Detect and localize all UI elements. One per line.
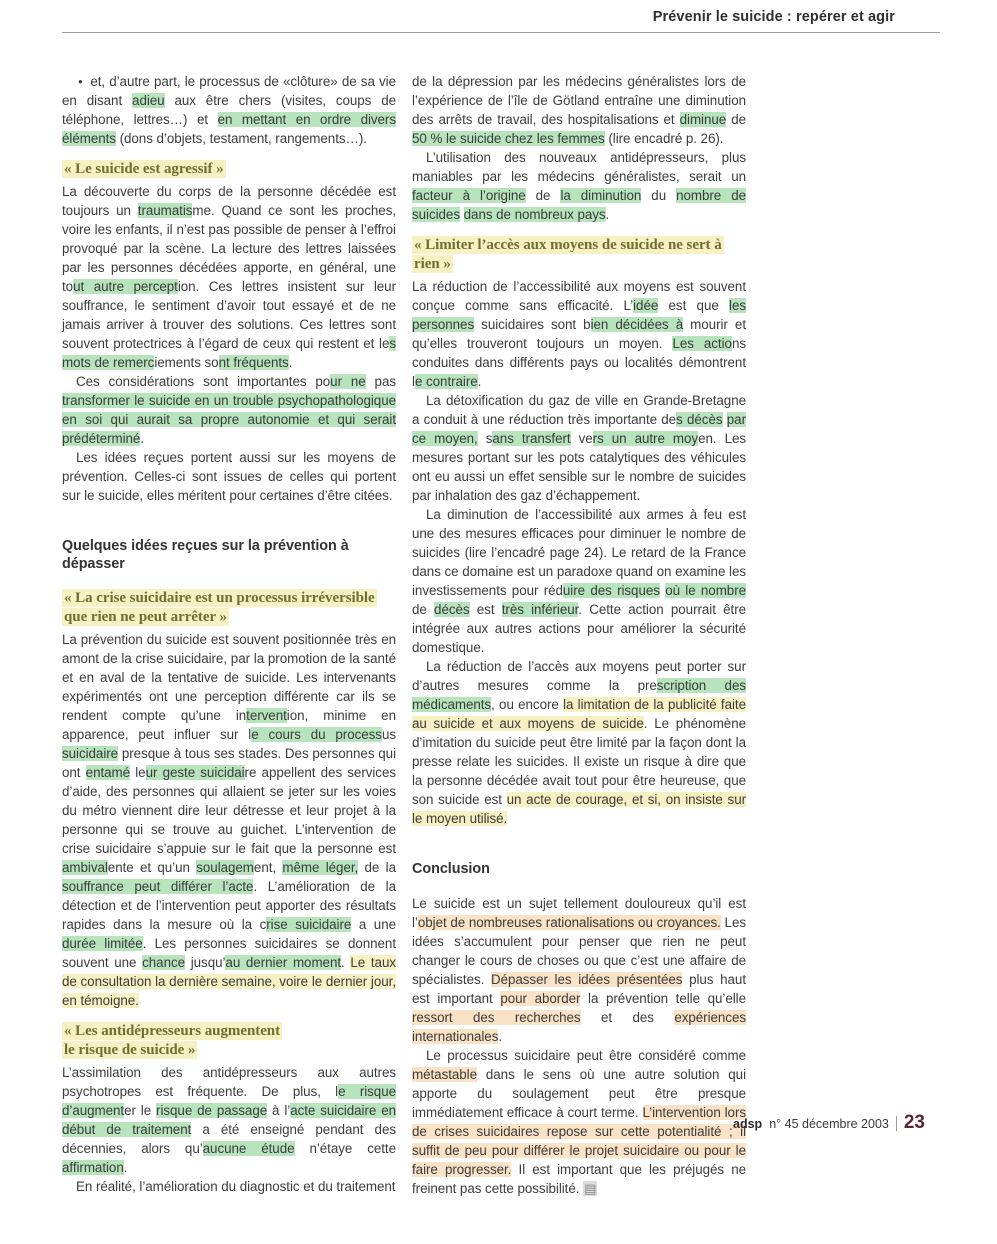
text-run: La découverte du corps de la personne décédée est toujours un [62, 184, 396, 218]
highlighted-text: e cours du process [251, 727, 382, 742]
highlighted-text: durée limitée [62, 936, 143, 951]
text-run: est [469, 602, 502, 617]
text-run: à l’ [267, 1103, 291, 1118]
highlighted-text: rs un autre moy [592, 431, 699, 446]
header-rule [62, 32, 940, 33]
left-column [62, 72, 396, 1196]
running-header: Prévenir le suicide : repérer et agir [652, 9, 895, 25]
text-run: . [288, 355, 293, 370]
text-run: en. Les mesures portant sur les pots catalytiques des véhicules ont eu aussi un effet sensible sur le nombre de suicides par inhalation des gaz d’échappement. [412, 431, 747, 503]
highlighted-text: facteur à l’origine [412, 188, 526, 203]
highlighted-text: le risque de suicide » [64, 1042, 196, 1058]
highlighted-text: les personnes [412, 298, 746, 332]
highlighted-text: ur geste suicidai [145, 765, 245, 780]
text-run: Les idées reçues portent aussi sur les moyens de prévention. Celles-ci sont issues de celles qui portent sur le suicide, elles méritent pour certaines d’être citées. [62, 450, 396, 503]
subheading [62, 589, 396, 627]
highlighted-text: Les actio [672, 336, 732, 351]
highlighted-text: ut autre percept [73, 279, 178, 294]
text-run: ns conduites dans différents pays ou localités démontrent l [412, 336, 746, 389]
text-run: de [726, 112, 746, 127]
text-run: Le processus suicidaire peut être considéré comme [426, 1048, 746, 1063]
highlighted-text: diminue [679, 112, 727, 127]
text-run: de [525, 188, 561, 203]
highlighted-text: acte suicidaire en début de traitement [62, 1103, 396, 1137]
highlighted-text: ambival [62, 860, 108, 875]
text-run: du [641, 188, 677, 203]
text-run: s [477, 431, 493, 446]
text-run: Il est important que les préjugés ne freinent pas cette possibilité. [412, 1162, 747, 1196]
text-run: plus haut est important [412, 972, 746, 1006]
bullet-paragraph [62, 72, 396, 148]
highlighted-text: ur ne [330, 374, 366, 389]
highlighted-text: ans transfert [492, 431, 571, 446]
text-run: et des [580, 1010, 675, 1025]
text-run: , ou encore [491, 697, 564, 712]
paragraph [412, 277, 746, 391]
text-run: La réduction de l’accessibilité aux moyens est souvent conçue comme sans efficacité. L’ [412, 279, 746, 313]
highlighted-text: « La crise suicidaire est un processus irréversible que rien ne peut arrêter » [64, 590, 375, 625]
highlighted-text: affirmation [62, 1160, 124, 1175]
highlighted-text: la diminution [560, 188, 642, 203]
highlighted-text: en mettant en ordre divers éléments [62, 112, 396, 146]
text-run: et, d’autre part, le processus de «clôture» de sa vie en disant [62, 74, 396, 108]
highlighted-text: dans de nombreux pays [463, 207, 606, 222]
highlighted-text: risque de passage [156, 1103, 268, 1118]
text-run: . Cette action pourrait être intégrée aux autres actions pour améliorer la sécurité domestique. [412, 602, 747, 655]
highlighted-text: aucune étude [202, 1141, 295, 1156]
paragraph [412, 391, 746, 505]
bullet-icon: ● [78, 77, 84, 86]
text-run: a une [351, 917, 396, 932]
text-run: mourir et qu’elles trouveront toujours un moyen. [412, 317, 746, 351]
highlighted-text: très inférieur [501, 602, 579, 617]
highlighted-text: pour aborder [500, 991, 581, 1006]
highlighted-text: un acte de courage, et si, on insiste sur le moyen utilisé. [412, 792, 746, 826]
highlighted-text: rise suicidaire [266, 917, 352, 932]
text-run: . [477, 374, 482, 389]
paragraph [412, 72, 746, 148]
text-run: En réalité, l’amélioration du diagnostic et du traitement [76, 1179, 396, 1194]
paragraph [412, 894, 746, 1046]
text-run: us [381, 727, 396, 742]
paragraph [412, 1046, 746, 1198]
highlighted-text: e contraire [414, 374, 478, 389]
text-run: la prévention telle qu’elle [580, 991, 746, 1006]
highlighted-text: transformer le suicide en un trouble psychopathologique en soi qui aurait sa propre autonomie et qui serait prédéterminé [62, 393, 396, 446]
highlighted-text: chance [142, 955, 186, 970]
text-run: La prévention du suicide est souvent positionnée très en amont de la crise suicidaire, par la promotion de la santé et en aval de la tentative de suicide. Les intervenants expérimentés ont une perception différente car ils se rendent compte qu’une in [62, 632, 396, 723]
highlighted-text: idée [633, 298, 659, 313]
text-run: (dons d’objets, testament, rangements…). [115, 131, 367, 146]
footer-separator [896, 1116, 897, 1131]
highlighted-text: même léger, [282, 860, 359, 875]
subheading [62, 1022, 396, 1060]
subheading [412, 236, 746, 274]
text-run: L’assimilation des antidépresseurs aux autres psychotropes est fréquente. De plus, l [62, 1065, 396, 1099]
right-column [412, 72, 746, 1198]
text-run: . [123, 1160, 128, 1175]
text-run: Le suicide est un sujet tellement douloureux qu’il est l’ [412, 896, 746, 930]
highlighted-text: suicidaire [62, 746, 119, 761]
section-heading [412, 860, 746, 878]
text-run: . [140, 431, 144, 446]
text-run: ente et qu’un [107, 860, 197, 875]
text-run: Les idées s’accumulent pour penser que rien ne peut changer le cours de choses ou que c’est une affaire de spécialistes. [412, 915, 746, 987]
text-run: me. Quand ce sont les proches, voire les enfants, il n’est pas possible de penser à l’effroi provoqué par la scène. La lecture des lettres laissées par les personnes décédées apporte, en général, une to [62, 203, 397, 294]
text-run: aux être chers (visites, coups de téléphone, lettres…) et [62, 93, 396, 127]
text-run: suicidaires sont b [474, 317, 591, 332]
paragraph [412, 657, 746, 828]
highlighted-text: souffrance peut différer l’acte [62, 879, 254, 894]
highlighted-text: traumatis [137, 203, 193, 218]
highlighted-text: métastable [412, 1067, 478, 1082]
highlighted-text: entamé [85, 765, 131, 780]
journal-name: adsp [733, 1117, 763, 1131]
page-footer [733, 1112, 925, 1134]
paragraph [62, 372, 396, 448]
paragraph [412, 505, 746, 657]
text-run: est que [658, 298, 730, 313]
highlighted-text: par ce moyen, [412, 412, 746, 446]
text-run: . Le phénomène d’imitation du suicide peut être limité par la façon dont la presse relate les suicides. Il existe un risque à dire que la personne décédée avait tout pour être heureuse, que son suicide est [412, 716, 747, 807]
text-run: . [605, 207, 610, 222]
highlighted-text: L’intervention lors de crises suicidaires repose sur cette potentialité ; il suffit de peu pour différer le projet suicidaire ou pour le faire progresser. [412, 1105, 746, 1177]
text-run: iements so [154, 355, 219, 370]
highlighted-text: nt fréquents [218, 355, 289, 370]
text-run: jusqu’ [185, 955, 226, 970]
text-run: dans le sens où une autre solution qui apporte du soulagement peut être presque immédiatement efficace à court terme. [412, 1067, 746, 1120]
paragraph [62, 448, 396, 505]
highlighted-text: tervent [246, 708, 287, 723]
text-run: Conclusion [412, 861, 490, 877]
highlighted-text: s mots de remerc [62, 336, 396, 370]
highlighted-text: s décès [676, 412, 723, 427]
subheading [62, 160, 396, 179]
end-of-article-icon: ▤ [584, 1181, 597, 1196]
highlighted-text: objet de nombreuses rationalisations ou croyances. [417, 915, 721, 930]
issue-info: n° 45 décembre 2003 [769, 1117, 889, 1131]
text-run: ion. Ces lettres insistent sur leur souffrance, le sentiment d’avoir tout essayé et de ne jamais arriver à trouver des solutions. Ces lettres sont souvent protectrices à l’égard de ceux qui restent et le [62, 279, 396, 351]
text-run: . [498, 1029, 503, 1044]
section-heading [62, 537, 396, 573]
text-run: La détoxification du gaz de ville en Grande-Bretagne a conduit à une réduction très importante de [412, 393, 746, 427]
highlighted-text: expériences internationales [412, 1010, 746, 1044]
highlighted-text: décès [434, 602, 470, 617]
highlighted-text: 50 % le suicide chez les femmes [412, 131, 605, 146]
highlighted-text: ien décidées à [590, 317, 684, 332]
text-run: presque à tous ses stades. Des personnes qui ont [62, 746, 396, 780]
text-run: de [412, 602, 435, 617]
paragraph [62, 182, 396, 372]
text-run: La réduction de l’accès aux moyens peut porter sur d’autres mesures comme la pre [412, 659, 746, 693]
text-run: . Les personnes suicidaires se donnent souvent une [62, 936, 396, 970]
text-run: (lire encadré p. 26). [604, 131, 724, 146]
text-run: ent, [253, 860, 283, 875]
highlighted-text: ressort des recherches [412, 1010, 581, 1025]
text-run: La diminution de l’accessibilité aux armes à feu est une des mesures efficaces pour diminuer le nombre de suicides (lire l’encadré page 24). Le retard de la France dans ce domaine est un paradoxe quand on examine les investissements pour réd [412, 507, 746, 598]
text-run: n’étaye cette [294, 1141, 397, 1156]
text-run: de la [358, 860, 396, 875]
paragraph [62, 630, 396, 1010]
text-run: L’utilisation des nouveaux antidépresseurs, plus maniables par les médecins généralistes, serait un [412, 150, 746, 184]
highlighted-text: e risque d’augment [62, 1084, 396, 1118]
highlighted-text: adieu [132, 93, 165, 108]
text-run: . L’amélioration de la détection et de l’intervention peut apporter des résultats rapides dans la mesure où la c [62, 879, 396, 932]
text-run: re appellent des services d’aide, des personnes qui allaient se jeter sur les voies du métro viennent dire leur détresse et leur projet à la personne qui se trouve au guichet. L’intervention de crise suicidaire s’appuie sur le fait que la personne est [62, 765, 396, 856]
paragraph [62, 1177, 396, 1196]
highlighted-text: Le taux de consultation la dernière semaine, voire le dernier jour, en témoigne. [62, 955, 396, 1008]
highlighted-text: Dépasser les idées présentées [490, 972, 683, 987]
highlighted-text: scription des médicaments [412, 678, 746, 712]
paragraph [412, 148, 746, 224]
highlighted-text: au dernier moment [225, 955, 342, 970]
highlighted-text: uire des risques [562, 583, 660, 598]
text-run: Quelques idées reçues sur la prévention à dépasser [62, 538, 349, 572]
highlighted-text: la limitation de la publicité faite au suicide et aux moyens de suicide [412, 697, 746, 731]
page-number: 23 [903, 1112, 925, 1133]
highlighted-text: « Les antidépresseurs augmentent [64, 1023, 281, 1039]
highlighted-text: soulagem [196, 860, 254, 875]
highlighted-text: où le nombre [665, 583, 746, 598]
text-run: Ces considérations sont importantes po [76, 374, 331, 389]
highlighted-text: nombre de suicides [412, 188, 746, 222]
text-run: a été enseigné pendant des décennies, alors qu’ [62, 1122, 396, 1156]
text-run: de la dépression par les médecins généralistes lors de l’expérience de l’île de Götland entraîne une diminution des arrêts de travail, des hospitalisations et [412, 74, 746, 127]
text-run: . [341, 955, 351, 970]
text-run: ve [570, 431, 593, 446]
paragraph [62, 1063, 396, 1177]
highlighted-text: « Le suicide est agressif » [64, 161, 224, 177]
text-run: ion, minime en apparence, peut influer sur l [62, 708, 396, 742]
text-run: le [130, 765, 146, 780]
text-run: pas [365, 374, 396, 389]
highlighted-text: « Limiter l’accès aux moyens de suicide ne sert à rien » [414, 237, 722, 272]
text-run: er le [124, 1103, 157, 1118]
